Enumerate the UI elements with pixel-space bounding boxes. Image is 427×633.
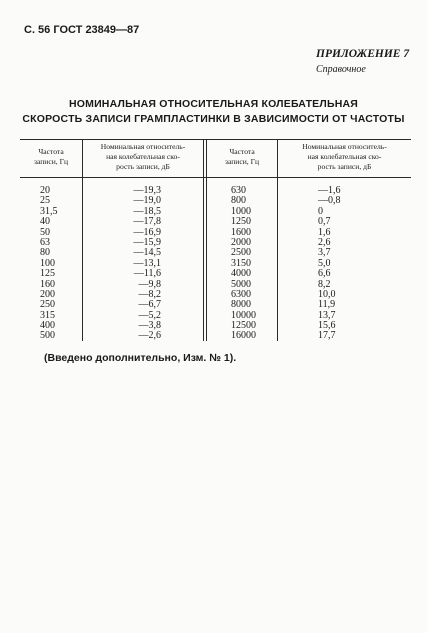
table-cell: 17,7	[318, 330, 336, 342]
table-cell: 2000	[231, 236, 251, 248]
column-frequency-1	[40, 186, 70, 342]
table-cell: 500	[40, 330, 55, 342]
table-cell: 125	[40, 268, 55, 280]
table-cell: 10000	[231, 309, 256, 321]
table-cell: 20	[40, 185, 50, 196]
appendix-title: ПРИЛОЖЕНИЕ 7	[316, 48, 410, 60]
table-header-rule	[20, 177, 411, 178]
header-speed-1: Номинальная относитель- ная колебательная ско- рость записи, дБ	[100, 142, 186, 171]
table-cell: —3,8	[138, 320, 161, 332]
table-cell: 2,6	[318, 236, 331, 248]
table-cell: 12500	[231, 320, 256, 332]
table-cell: 15,6	[318, 320, 336, 332]
column-divider	[203, 139, 204, 341]
table-cell: —15,9	[133, 236, 161, 248]
table-cell: 100	[40, 257, 55, 269]
table-cell: —19,0	[133, 195, 161, 207]
table-cell: —13,1	[133, 257, 161, 269]
table-cell: 31,5	[40, 205, 58, 217]
table-cell: 16000	[231, 330, 256, 342]
table-cell: 50	[40, 226, 50, 238]
table-cell: 1,6	[318, 226, 331, 238]
table-cell: —19,3	[133, 185, 161, 196]
footnote: (Введено дополнительно, Изм. № 1).	[44, 352, 237, 364]
table-cell: 8,2	[318, 278, 331, 290]
table-cell: —5,2	[138, 309, 161, 321]
table-cell: 6300	[231, 288, 251, 300]
table-cell: 8000	[231, 299, 251, 311]
table-cell: —11,6	[133, 268, 161, 280]
table-cell: 630	[231, 185, 246, 196]
header-frequency-1: Частота записи, Гц	[33, 147, 69, 166]
table-cell: 63	[40, 236, 50, 248]
table-cell: —8,2	[138, 288, 161, 300]
table-cell: 11,9	[318, 299, 336, 311]
table-cell: —16,9	[133, 226, 161, 238]
table-cell: 0	[318, 205, 323, 217]
table-cell: 1250	[231, 216, 251, 228]
table-cell: 400	[40, 320, 55, 332]
column-frequency-2	[231, 186, 271, 342]
header-frequency-2: Частота записи, Гц	[224, 147, 260, 166]
table-cell: 5,0	[318, 257, 331, 269]
table-cell: 800	[231, 195, 246, 207]
table-cell: 160	[40, 278, 55, 290]
table-cell: 40	[40, 216, 50, 228]
table-cell: —2,6	[138, 330, 161, 342]
table-cell: 10,0	[318, 288, 336, 300]
table-cell: 5000	[231, 278, 251, 290]
table-cell: —14,5	[133, 247, 161, 259]
table-cell: 80	[40, 247, 50, 259]
table-cell: —0,8	[318, 195, 341, 207]
table-cell: 25	[40, 195, 50, 207]
table-cell: 6,6	[318, 268, 331, 280]
column-divider-double	[206, 139, 207, 341]
table-cell: 4000	[231, 268, 251, 280]
table-cell: 13,7	[318, 309, 336, 321]
table-cell: —17,8	[133, 216, 161, 228]
table-cell: 3150	[231, 257, 251, 269]
column-speed-1	[113, 186, 161, 342]
table-cell: —18,5	[133, 205, 161, 217]
table-cell: —1,6	[318, 185, 341, 196]
table-cell: 200	[40, 288, 55, 300]
page-header: С. 56 ГОСТ 23849—87	[24, 24, 140, 36]
appendix-note: Справочное	[316, 64, 366, 75]
table-cell: 1600	[231, 226, 251, 238]
table-cell: 3,7	[318, 247, 331, 259]
table-cell: 315	[40, 309, 55, 321]
table-cell: 250	[40, 299, 55, 311]
table-cell: —6,7	[138, 299, 161, 311]
table-top-rule	[20, 139, 411, 140]
table-cell: 2500	[231, 247, 251, 259]
column-speed-2	[318, 186, 354, 342]
table-title-line-2: СКОРОСТЬ ЗАПИСИ ГРАМПЛАСТИНКИ В ЗАВИСИМОСТИ ОТ ЧАСТОТЫ	[22, 113, 405, 125]
table-title-line-1: НОМИНАЛЬНАЯ ОТНОСИТЕЛЬНАЯ КОЛЕБАТЕЛЬНАЯ	[68, 98, 359, 110]
header-speed-2: Номинальная относитель- ная колебательная ско- рость записи, дБ	[302, 142, 387, 171]
table-cell: —9,8	[138, 278, 161, 290]
table-cell: 1000	[231, 205, 251, 217]
table-cell: 0,7	[318, 216, 331, 228]
